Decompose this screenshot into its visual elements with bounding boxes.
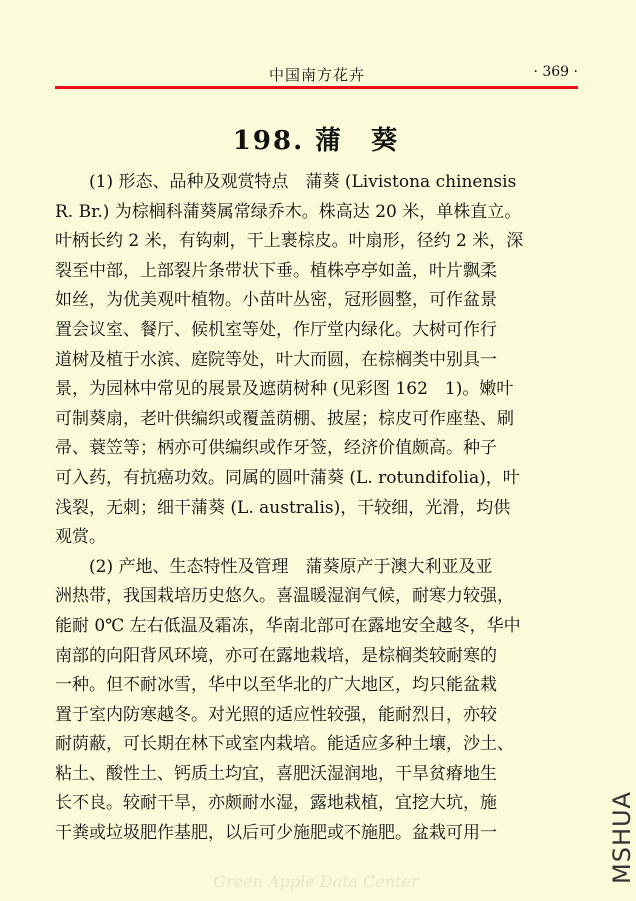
- body-line: 可入药，有抗癌功效。同属的圆叶蒲葵 (L. rotundifolia)，叶: [55, 467, 520, 488]
- body-line: (2) 产地、生态特性及管理 蒲葵原产于澳大利亚及亚: [55, 556, 493, 577]
- body-line: 南部的向阳背风环境，亦可在露地栽培，是棕榈类较耐寒的: [55, 645, 497, 666]
- section-title: 198. 蒲 葵: [232, 126, 400, 156]
- header-rule: [55, 86, 578, 89]
- running-title: 中国南方花卉: [269, 66, 366, 84]
- body-line: 能耐 0℃ 左右低温及霜冻，华南北部可在露地安全越冬，华中: [55, 615, 521, 636]
- body-line: 如丝，为优美观叶植物。小苗叶丛密，冠形圆整，可作盆景: [55, 290, 497, 311]
- body-line: 景，为园林中常见的展景及遮荫树种 (见彩图 162 1)。嫩叶: [55, 379, 514, 400]
- body-line: 长不良。较耐干旱，亦颇耐水湿，露地栽植，宜挖大坑，施: [55, 793, 497, 814]
- body-line: 观赏。: [55, 527, 106, 548]
- body-line: 一种。但不耐冰雪，华中以至华北的广大地区，均只能盆栽: [55, 675, 497, 696]
- body-line: 道树及植于水滨、庭院等处，叶大而圆，在棕榈类中别具一: [55, 349, 497, 370]
- body-line: 叶柄长约 2 米，有钩刺，干上裹棕皮。叶扇形，径约 2 米，深: [55, 231, 524, 252]
- body-line: 浅裂，无刺；细干蒲葵 (L. australis)，干较细，光滑，均供: [55, 497, 511, 518]
- body-line: R. Br.) 为棕榈科蒲葵属常绿乔木。株高达 20 米，单株直立。: [55, 201, 522, 222]
- side-mark: MSHUA: [608, 791, 636, 884]
- body-line: 置于室内防寒越冬。对光照的适应性较强，能耐烈日，亦较: [55, 704, 497, 725]
- body-line: 裂至中部，上部裂片条带状下垂。植株亭亭如盖，叶片飘柔: [55, 260, 497, 281]
- body-line: 可制葵扇，老叶供编织或覆盖荫棚、披屋；棕皮可作座垫、刷: [55, 408, 514, 429]
- running-header: [55, 64, 578, 86]
- body-line: 干粪或垃圾肥作基肥，以后可少施肥或不施肥。盆栽可用一: [55, 823, 497, 844]
- page-number: · 369 ·: [533, 64, 578, 80]
- body-line: 耐荫蔽，可长期在林下或室内栽培。能适应多种土壤，沙土、: [55, 734, 514, 755]
- body-line: 帚、蓑笠等；柄亦可供编织或作牙签，经济价值颇高。种子: [55, 438, 497, 459]
- body-line: (1) 形态、品种及观赏特点 蒲葵 (Livistona chinensis: [55, 172, 517, 192]
- watermark: Green Apple Data Center: [213, 872, 419, 891]
- body-line: 置会议室、餐厅、候机室等处，作厅堂内绿化。大树可作行: [55, 319, 497, 340]
- body-line: 粘土、酸性土、钙质土均宜，喜肥沃湿润地，干旱贫瘠地生: [55, 763, 497, 784]
- body-line: 洲热带，我国栽培历史悠久。喜温暖湿润气候，耐寒力较强，: [55, 586, 514, 607]
- body-text: [55, 168, 583, 849]
